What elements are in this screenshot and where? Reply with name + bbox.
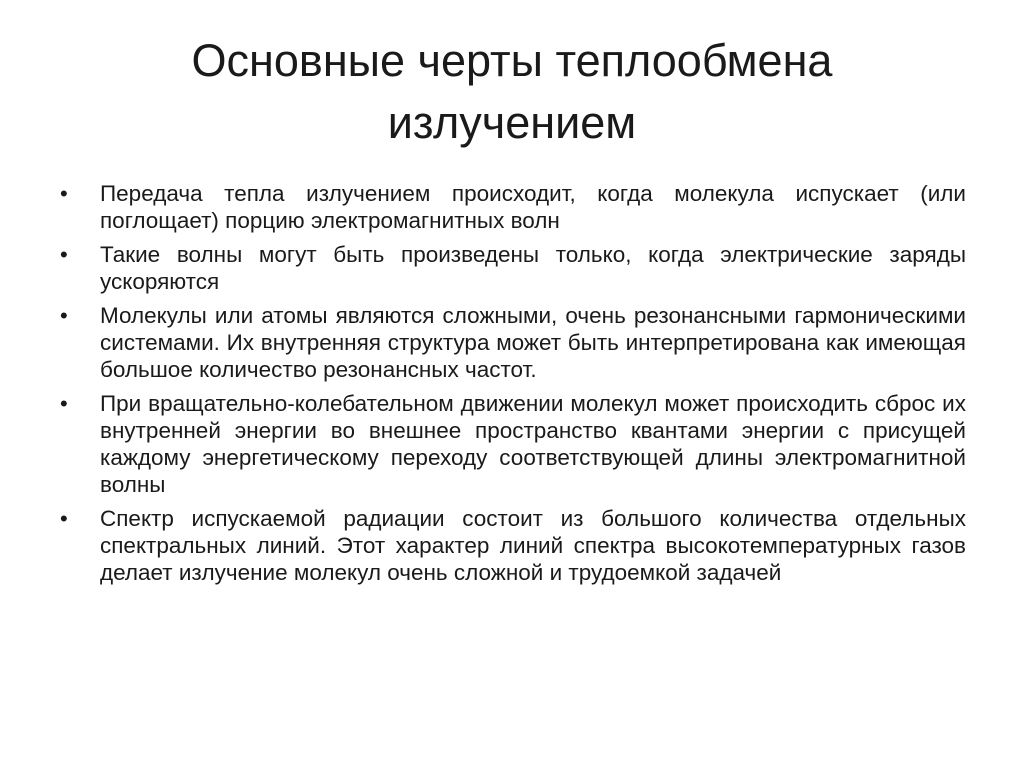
- bullet-dot-icon: •: [60, 303, 68, 328]
- bullet-list: [60, 180, 966, 593]
- bullet-dot-icon: •: [60, 242, 68, 267]
- bullet-dot-icon: •: [60, 506, 68, 531]
- bullet-text: Такие волны могут быть произведены только, когда электрические заряды ускоряются: [100, 242, 966, 294]
- bullet-item: [60, 390, 966, 498]
- bullet-text: Молекулы или атомы являются сложными, очень резонансными гармоническими системами. Их внутренняя структура может быть интерпретирована как имеющая большое количество резонансных частот.: [100, 303, 966, 382]
- bullet-dot-icon: •: [60, 181, 68, 206]
- bullet-item: [60, 505, 966, 586]
- bullet-text: Спектр испускаемой радиации состоит из большого количества отдельных спектральных линий. Этот характер линий спектра высокотемпературных газов делает излучение молекул очень сложной и трудоемкой задачей: [100, 506, 966, 585]
- bullet-dot-icon: •: [60, 391, 68, 416]
- bullet-item: [60, 241, 966, 295]
- slide-title: Основные черты теплообмена излучением: [191, 35, 833, 148]
- bullet-item: [60, 180, 966, 234]
- bullet-text: При вращательно-колебательном движении молекул может происходить сброс их внутренней энергии во внешнее пространство квантами энергии с присущей каждому энергетическому переходу соответствующей длины электромагнитной волны: [100, 391, 966, 497]
- bullet-item: [60, 302, 966, 383]
- bullet-text: Передача тепла излучением происходит, когда молекула испускает (или поглощает) порцию электромагнитных волн: [100, 181, 966, 233]
